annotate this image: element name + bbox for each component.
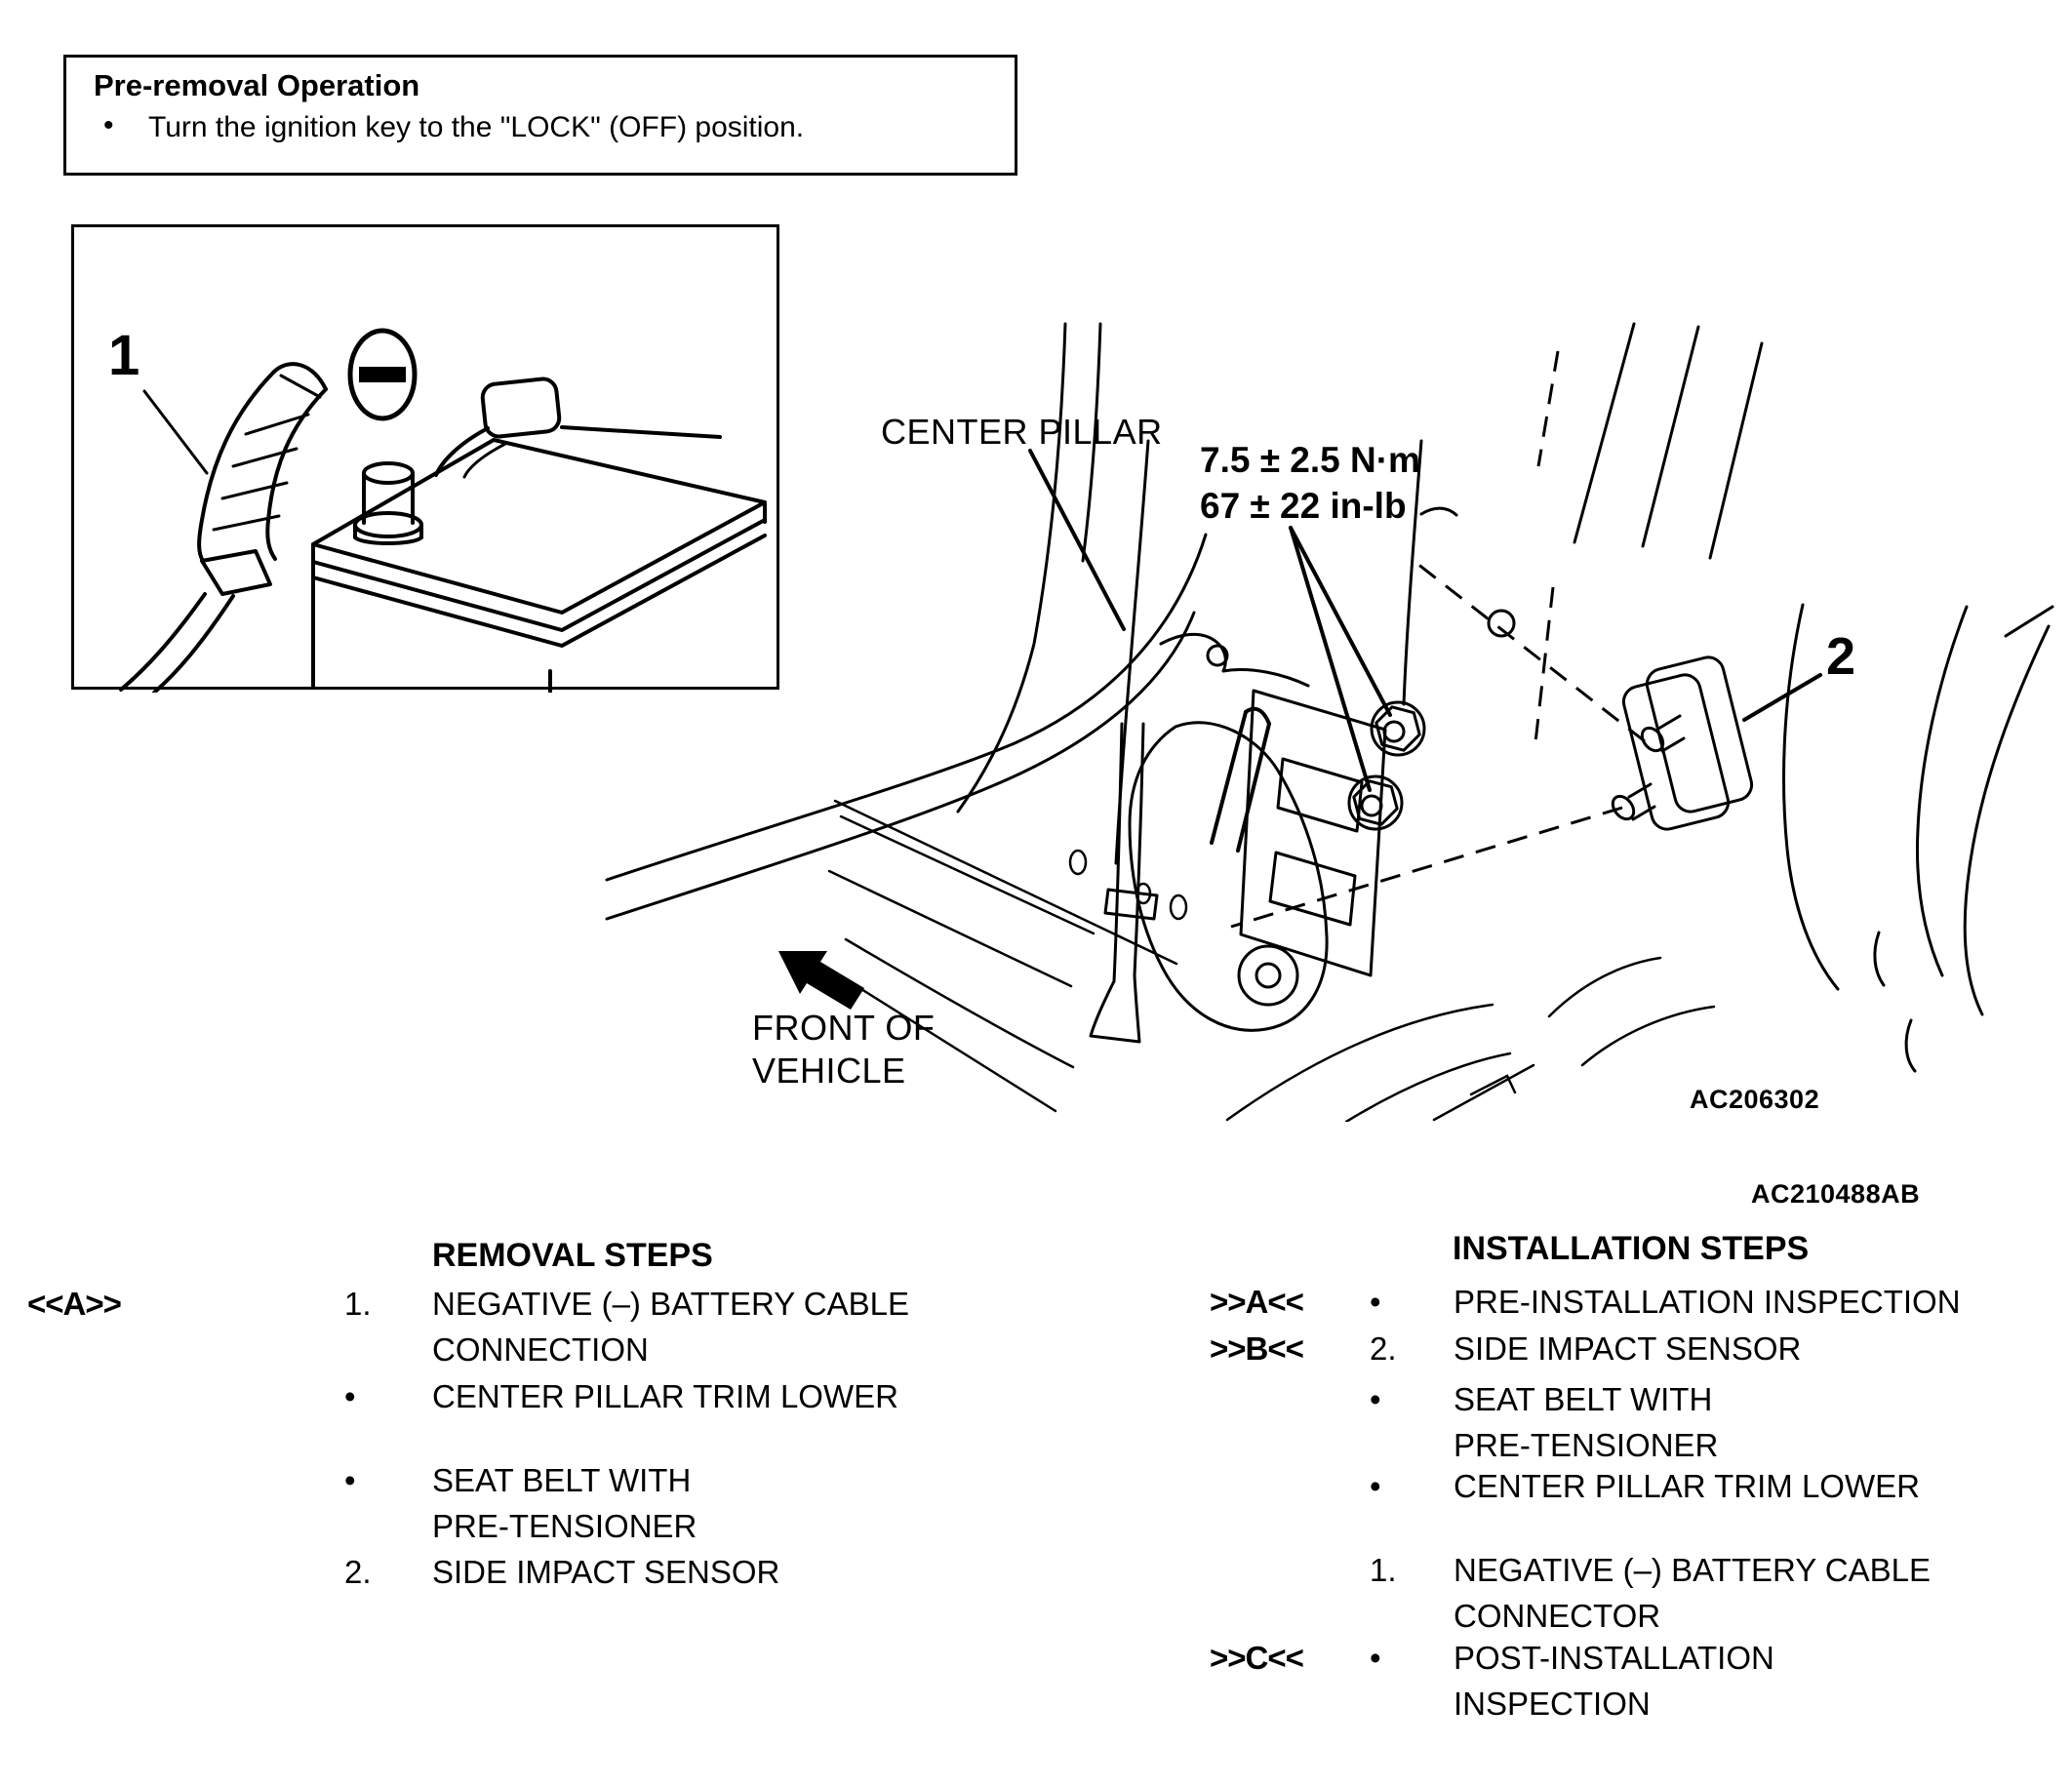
step-text: CENTER PILLAR TRIM LOWER [432,1378,898,1414]
installation-steps-heading: INSTALLATION STEPS [1453,1230,1810,1267]
callout-2: 2 [1826,627,1856,686]
step-text: SEAT BELT WITH PRE-TENSIONER [432,1462,697,1544]
center-pillar-label: CENTER PILLAR [881,412,1163,452]
step-text: CENTER PILLAR TRIM LOWER [1454,1468,1920,1504]
battery-terminal-post [355,463,421,543]
page-code: AC210488AB [1751,1179,1921,1209]
sensor-leader-line [1744,675,1820,720]
step-key: >>B<< [1210,1330,1303,1367]
pre-removal-item [94,109,1015,146]
step-text: POST-INSTALLATION INSPECTION [1454,1640,1774,1722]
step-marker: • [1370,1468,1381,1504]
mounting-bolt-lower [1349,776,1402,829]
quarter-panel-lines [1574,324,2052,1071]
callout-1: 1 [108,324,140,387]
step-text: NEGATIVE (–) BATTERY CABLE CONNECTION [432,1286,910,1368]
belt-anchor-area [1161,634,1308,851]
step-marker: 2. [344,1554,372,1590]
negative-terminal-symbol [350,331,415,418]
mounting-bracket-plate [1241,691,1385,975]
torque-spec-label [1200,437,1420,529]
front-of-vehicle-label: FRONT OF VEHICLE [752,1008,936,1091]
center-pillar-leader-line [1030,451,1124,629]
battery-cable [121,364,326,693]
step-key: >>C<< [1210,1640,1303,1676]
torque-inlb: 67 ± 22 in-lb [1200,486,1407,526]
step-text: PRE-INSTALLATION INSPECTION [1454,1284,1961,1320]
step-text: SEAT BELT WITH PRE-TENSIONER [1454,1381,1719,1463]
step-key: <<A>> [27,1286,121,1322]
installation-step [0,1463,2072,1561]
retractor-assembly [1091,723,1327,1042]
pre-removal-item-text: Turn the ignition key to the "LOCK" (OFF) position. [148,111,805,143]
floor-lines [1227,958,1714,1122]
step-marker: 1. [344,1286,372,1322]
pre-removal-title: Pre-removal Operation [94,68,420,102]
step-text: SIDE IMPACT SENSOR [1454,1330,1802,1367]
figure-code: AC206302 [1690,1085,1820,1114]
step-key: >>A<< [1210,1284,1303,1320]
step-text: SIDE IMPACT SENSOR [432,1554,780,1590]
installation-step [0,1376,2072,1474]
step-marker: • [1370,1640,1381,1676]
pre-removal-note [63,55,1017,176]
torque-nm: 7.5 ± 2.5 N·m [1200,440,1420,480]
torque-leader-lines [1291,528,1390,790]
step-text: NEGATIVE (–) BATTERY CABLE CONNECTOR [1454,1552,1932,1634]
step-marker: 1. [1370,1552,1397,1588]
installation-step [0,1635,2072,1732]
step-marker: • [344,1378,356,1414]
step-marker: • [1370,1284,1381,1320]
removal-steps-heading: REMOVAL STEPS [432,1237,713,1274]
step-marker: • [344,1462,356,1498]
step-marker: 2. [1370,1330,1397,1367]
front-of-vehicle-arrow [778,951,864,1010]
step-marker: • [1370,1381,1381,1417]
bullet-icon: • [103,109,114,141]
installation-step [0,1547,2072,1645]
